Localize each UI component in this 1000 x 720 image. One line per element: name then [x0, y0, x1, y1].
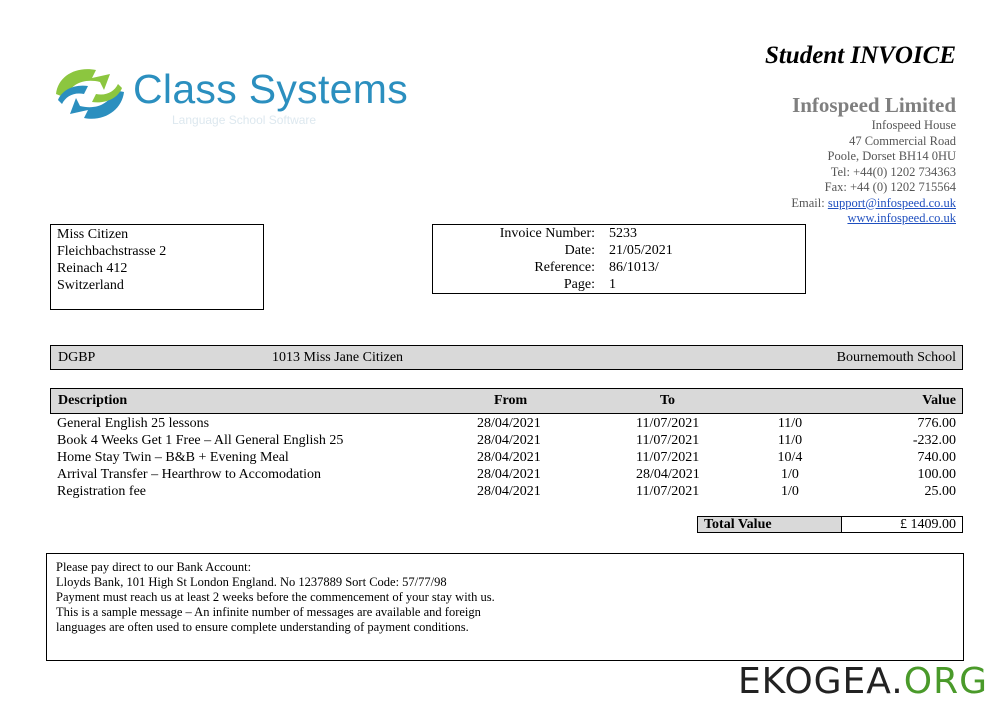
document-title: Student INVOICE — [764, 42, 956, 69]
address-line: Reinach 412 — [57, 261, 128, 276]
row-value: 776.00 — [917, 416, 956, 431]
payment-message-box — [46, 553, 964, 661]
row-description: General English 25 lessons — [57, 416, 210, 431]
company-address-line: 47 Commercial Road — [849, 133, 956, 148]
total-value: £ 1409.00 — [841, 516, 963, 533]
agent-code: DGBP — [58, 350, 96, 365]
watermark-part1: EKOGEA. — [737, 661, 904, 702]
message-line: languages are often used to ensure complete understanding of payment conditions. — [56, 620, 469, 634]
row-description: Home Stay Twin – B&B + Evening Meal — [57, 450, 289, 465]
company-address-line: Poole, Dorset BH14 0HU — [827, 149, 956, 163]
watermark-part2: ORG — [903, 661, 988, 702]
table-row — [50, 483, 963, 500]
invoice-page-value: 1 — [609, 277, 616, 292]
message-line: Lloyds Bank, 101 High St London England. No 1237889 Sort Code: 57/77/98 — [56, 575, 447, 589]
company-name: Infospeed Limited — [792, 93, 956, 117]
header-description: Description — [58, 393, 128, 408]
info-label: Date: — [564, 243, 595, 258]
row-qty: 1/0 — [781, 484, 799, 499]
table-row — [50, 415, 963, 432]
company-tel: Tel: +44(0) 1202 734363 — [830, 164, 956, 179]
company-email-row — [791, 196, 956, 212]
info-label: Reference: — [534, 260, 595, 275]
row-from: 28/04/2021 — [477, 467, 541, 482]
header-value: Value — [922, 393, 956, 408]
invoice-number-value: 5233 — [609, 226, 637, 241]
info-label: Page: — [563, 277, 595, 292]
invoice-lines — [50, 415, 963, 500]
row-from: 28/04/2021 — [477, 450, 541, 465]
school-name: Bournemouth School — [836, 350, 956, 365]
company-fax: Fax: +44 (0) 1202 715564 — [824, 180, 956, 194]
table-row — [50, 466, 963, 483]
row-qty: 1/0 — [781, 467, 799, 482]
class-systems-logo-icon — [52, 64, 128, 126]
address-line: Fleichbachstrasse 2 — [57, 244, 167, 259]
company-address — [791, 118, 956, 227]
address-line: Switzerland — [57, 278, 124, 293]
email-label: Email: — [791, 195, 825, 210]
row-qty: 10/4 — [777, 450, 803, 465]
watermark — [738, 661, 988, 702]
row-from: 28/04/2021 — [477, 484, 541, 499]
row-to: 11/07/2021 — [636, 416, 700, 431]
billing-address-box — [50, 224, 264, 310]
message-line: Please pay direct to our Bank Account: — [56, 560, 252, 574]
header-from: From — [494, 393, 528, 408]
row-to: 11/07/2021 — [636, 433, 700, 448]
website-link[interactable]: www.infospeed.co.uk — [847, 211, 956, 225]
row-description: Book 4 Weeks Get 1 Free – All General English 25 — [57, 433, 344, 448]
row-to: 11/07/2021 — [636, 450, 700, 465]
invoice-info-box — [432, 224, 806, 294]
row-from: 28/04/2021 — [477, 416, 541, 431]
company-website-row — [791, 211, 956, 227]
invoice-reference-row — [433, 259, 805, 276]
invoice-page-row — [433, 276, 805, 293]
message-line: This is a sample message – An infinite number of messages are available and foreign — [56, 605, 481, 619]
message-line: Payment must reach us at least 2 weeks before the commencement of your stay with us. — [56, 590, 495, 604]
row-from: 28/04/2021 — [477, 433, 541, 448]
total-label: Total Value — [697, 516, 842, 533]
row-qty: 11/0 — [777, 433, 803, 448]
invoice-date-row — [433, 242, 805, 259]
row-to: 11/07/2021 — [636, 484, 700, 499]
invoice-reference-value: 86/1013/ — [609, 260, 659, 275]
logo-text: Class Systems — [133, 66, 409, 112]
address-line: Miss Citizen — [57, 227, 129, 242]
invoice-number-row — [433, 225, 805, 242]
header-to: To — [660, 393, 676, 408]
row-to: 28/04/2021 — [636, 467, 700, 482]
row-value: 100.00 — [917, 467, 956, 482]
row-description: Arrival Transfer – Hearthrow to Accomodation — [57, 467, 321, 482]
invoice-date-value: 21/05/2021 — [609, 243, 673, 258]
row-value: 25.00 — [924, 484, 956, 499]
row-qty: 11/0 — [777, 416, 803, 431]
student-bar — [50, 345, 963, 370]
table-row — [50, 432, 963, 449]
row-description: Registration fee — [57, 484, 147, 499]
student-name: 1013 Miss Jane Citizen — [272, 350, 404, 365]
table-header — [50, 388, 963, 414]
row-value: 740.00 — [917, 450, 956, 465]
info-label: Invoice Number: — [499, 226, 595, 241]
company-address-line: Infospeed House — [871, 118, 956, 132]
row-value: -232.00 — [912, 433, 956, 448]
email-link[interactable]: support@infospeed.co.uk — [827, 195, 956, 210]
table-row — [50, 449, 963, 466]
logo-subtitle: Language School Software — [172, 113, 317, 127]
